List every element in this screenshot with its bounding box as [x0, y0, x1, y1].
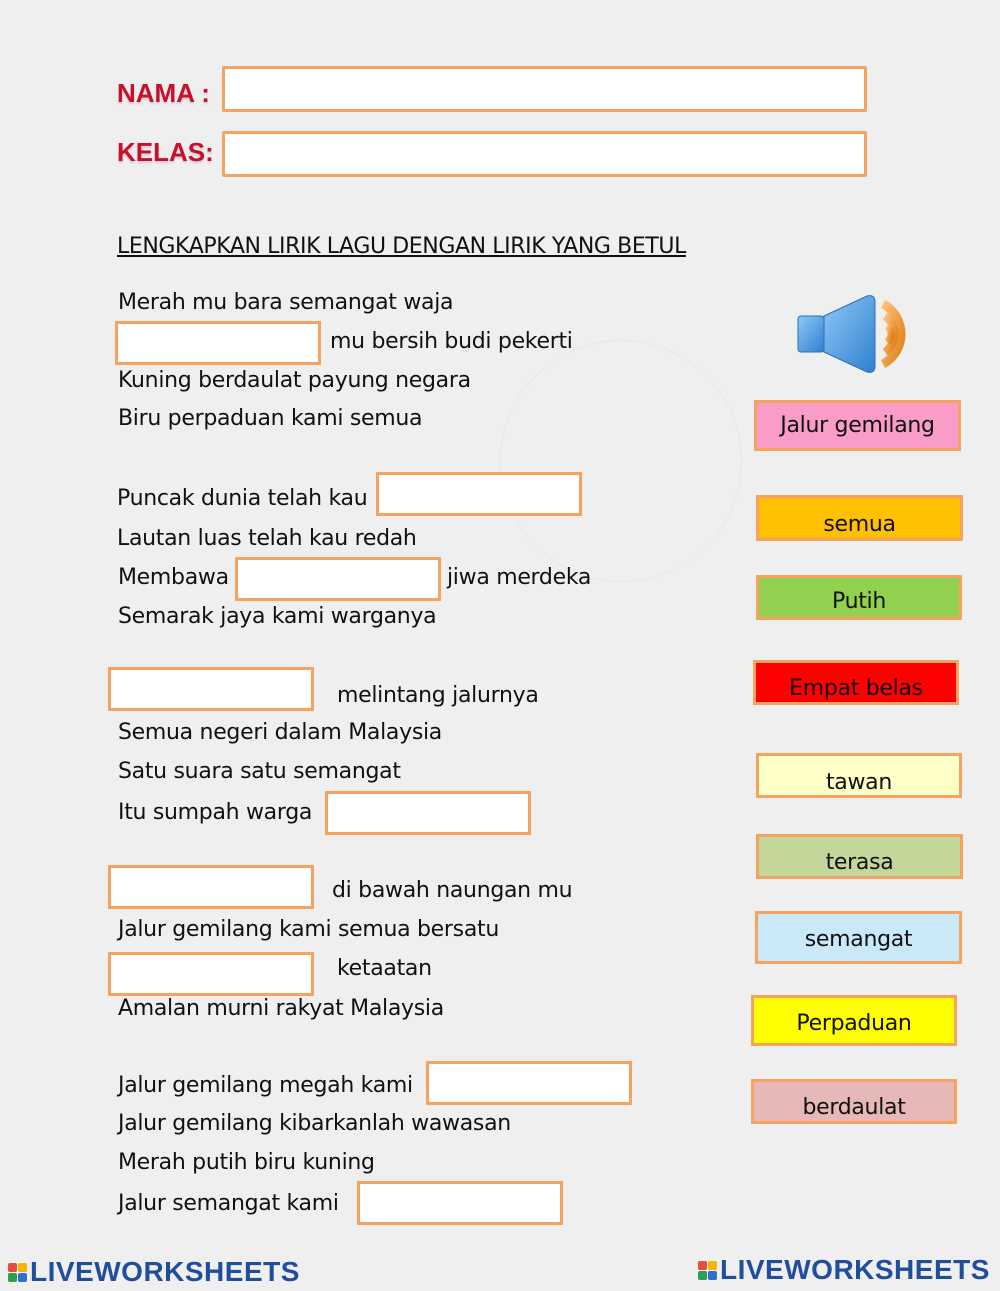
word-chip-putih[interactable]: Putih	[756, 575, 962, 620]
name-input[interactable]	[222, 66, 867, 112]
lyric-blank-2[interactable]	[376, 472, 582, 516]
lyric-line: Merah mu bara semangat waja	[118, 290, 454, 315]
lyric-blank-5[interactable]	[325, 791, 531, 835]
word-chip-tawan[interactable]: tawan	[756, 753, 962, 798]
lyric-line: Puncak dunia telah kau	[117, 486, 368, 511]
lyric-line: Lautan luas telah kau redah	[117, 526, 417, 551]
footer-brand-text: LIVEWORKSHEETS	[30, 1256, 300, 1287]
liveworksheets-logo-icon	[698, 1261, 717, 1280]
lyric-line: Satu suara satu semangat	[118, 759, 401, 784]
background-decoration	[500, 340, 742, 582]
lyric-line: Jalur gemilang kibarkanlah wawasan	[118, 1111, 511, 1136]
name-label: NAMA :	[117, 78, 210, 108]
instruction-title: LENGKAPKAN LIRIK LAGU DENGAN LIRIK YANG BETUL	[117, 234, 686, 259]
footer-logo-right	[698, 1254, 990, 1286]
word-chip-terasa[interactable]: terasa	[756, 834, 963, 879]
lyric-line: Kuning berdaulat payung negara	[118, 368, 471, 393]
lyric-line: di bawah naungan mu	[332, 878, 573, 903]
lyric-line: Jalur semangat kami	[118, 1191, 339, 1216]
lyric-line: Itu sumpah warga	[118, 800, 313, 825]
class-input[interactable]	[222, 131, 867, 177]
lyric-blank-6[interactable]	[108, 865, 314, 909]
footer-brand-text: LIVEWORKSHEETS	[720, 1254, 990, 1285]
speaker-icon[interactable]	[795, 292, 945, 376]
footer-logo-left	[8, 1256, 300, 1288]
lyric-line: Jalur gemilang megah kami	[118, 1073, 413, 1098]
lyric-line: Amalan murni rakyat Malaysia	[118, 996, 444, 1021]
lyric-line: melintang jalurnya	[337, 683, 539, 708]
lyric-line: Jalur gemilang kami semua bersatu	[118, 917, 499, 942]
lyric-line: jiwa merdeka	[447, 565, 592, 590]
lyric-line: Membawa	[118, 565, 229, 590]
lyric-line: Semarak jaya kami warganya	[118, 604, 437, 629]
class-label: KELAS:	[117, 137, 214, 167]
word-chip-jalur-gemilang[interactable]: Jalur gemilang	[754, 400, 961, 451]
lyric-blank-7[interactable]	[108, 952, 314, 996]
lyric-blank-4[interactable]	[108, 667, 314, 711]
lyric-line: mu bersih budi pekerti	[330, 329, 573, 354]
word-chip-berdaulat[interactable]: berdaulat	[751, 1079, 957, 1124]
word-chip-empat-belas[interactable]: Empat belas	[753, 660, 959, 705]
lyric-line: Merah putih biru kuning	[118, 1150, 375, 1175]
word-chip-semua[interactable]: semua	[756, 495, 963, 541]
word-chip-semangat[interactable]: semangat	[755, 911, 962, 964]
lyric-line: ketaatan	[337, 956, 432, 981]
liveworksheets-logo-icon	[8, 1263, 27, 1282]
lyric-line: Semua negeri dalam Malaysia	[118, 720, 442, 745]
lyric-blank-9[interactable]	[357, 1181, 563, 1225]
lyric-blank-3[interactable]	[235, 557, 441, 601]
lyric-blank-8[interactable]	[426, 1061, 632, 1105]
lyric-blank-1[interactable]	[115, 321, 321, 365]
lyric-line: Biru perpaduan kami semua	[118, 406, 423, 431]
word-chip-perpaduan[interactable]: Perpaduan	[751, 995, 957, 1046]
